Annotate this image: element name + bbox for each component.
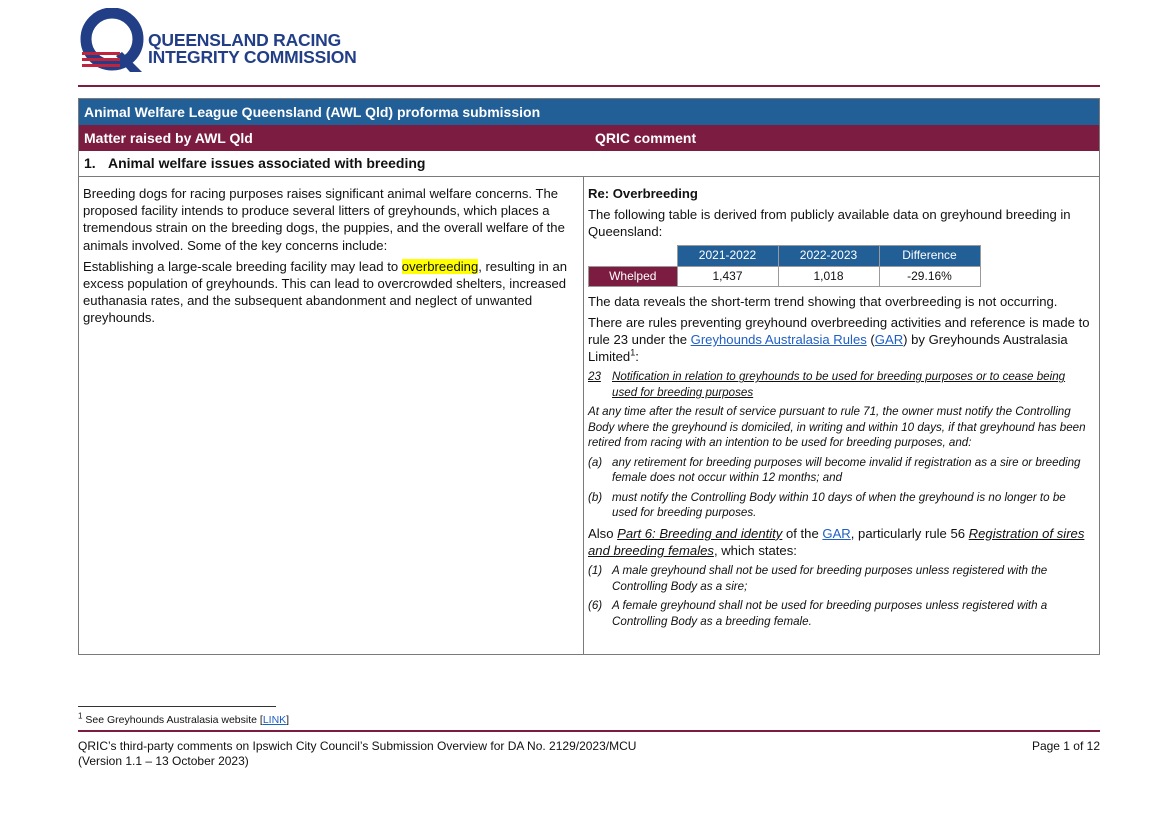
also-text: , particularly rule 56 bbox=[850, 525, 969, 541]
item-text: must notify the Controlling Body within 10 days of when the greyhound is no longer to be used for breeding purposes. bbox=[612, 490, 1066, 520]
comment-heading: Re: Overbreeding bbox=[588, 186, 698, 201]
rule-56-item-6 bbox=[588, 598, 1091, 629]
item-text: A male greyhound shall not be used for breeding purposes unless registered with the Controlling Body as a sire; bbox=[612, 564, 1048, 593]
footer-version: (Version 1.1 – 13 October 2023) bbox=[78, 753, 249, 768]
matter-cell bbox=[79, 177, 584, 654]
footnote-text: ] bbox=[286, 714, 290, 726]
column-header-comment: QRIC comment bbox=[595, 130, 697, 146]
footnote-separator bbox=[78, 706, 276, 707]
rule-number: 23 bbox=[588, 370, 601, 384]
footnote-link[interactable]: LINK bbox=[262, 714, 287, 726]
item-text: any retirement for breeding purposes will become invalid if registration as a sire or breeding female does not occur within 12 months; and bbox=[612, 455, 1081, 485]
footnote-reference[interactable]: 1 bbox=[630, 347, 636, 358]
section-heading bbox=[79, 151, 1099, 177]
rule-title: Notification in relation to greyhounds to be used for breeding purposes or to cease being used for breeding purposes bbox=[612, 370, 1066, 399]
rules-text: There are rules preventing greyhound overbreeding activities and reference is made to rule 23 under the bbox=[588, 314, 1090, 348]
also-text: , which states: bbox=[713, 543, 797, 559]
section-title: Animal welfare issues associated with breeding bbox=[108, 155, 426, 171]
matter-text: , resulting in an excess population of greyhounds. This can lead to overcrowded shelters, increased euthanasia rates, and the subsequent abandonment and neglect of unwanted greyhounds. bbox=[83, 258, 568, 326]
footnote-text: See Greyhounds Australasia website [ bbox=[85, 714, 263, 726]
item-label: (a) bbox=[588, 455, 603, 469]
rule-23-title bbox=[588, 369, 1091, 400]
rule-56-item-1 bbox=[588, 563, 1091, 594]
data-cell: 1,018 bbox=[778, 266, 879, 286]
qric-logo bbox=[78, 8, 368, 74]
breeding-data-table bbox=[588, 245, 981, 287]
matter-paragraph-2 bbox=[83, 258, 577, 327]
rules-text: ) by Greyhounds Australasia Limited bbox=[588, 332, 1068, 365]
footer-divider bbox=[78, 730, 1100, 732]
data-cell: -29.16% bbox=[879, 266, 980, 286]
data-header-2022-2023: 2022-2023 bbox=[778, 245, 879, 266]
rule-23-item-b bbox=[588, 490, 1091, 521]
column-header-matter: Matter raised by AWL Qld bbox=[84, 130, 253, 146]
highlighted-overbreeding: overbreeding bbox=[401, 258, 479, 274]
item-label: (6) bbox=[588, 599, 603, 613]
item-text: A female greyhound shall not be used for breeding purposes unless registered with a Controlling Body as a breeding female. bbox=[612, 599, 1048, 628]
gar-link-2[interactable]: GAR bbox=[822, 525, 851, 541]
table-title: Animal Welfare League Queensland (AWL Qld) proforma submission bbox=[79, 99, 1099, 125]
data-header-difference: Difference bbox=[879, 245, 980, 266]
header-divider bbox=[78, 85, 1100, 87]
gar-rules-link[interactable]: Greyhounds Australasia Rules bbox=[690, 332, 867, 348]
rule-23-body: At any time after the result of service pursuant to rule 71, the owner must notify the Controlling Body where the greyhound is domiciled, in writing and within 10 days, if that greyhound has been retired from racing with an intention to be used for breeding purposes, and: bbox=[588, 405, 1086, 450]
data-cell: 1,437 bbox=[677, 266, 778, 286]
footer-document-info bbox=[78, 739, 636, 768]
table-column-headers bbox=[79, 125, 1099, 151]
logo-line-1: QUEENSLAND RACING bbox=[148, 30, 341, 50]
table-body-row bbox=[79, 177, 1099, 654]
rules-text: : bbox=[635, 349, 639, 365]
footer-title: QRIC’s third-party comments on Ipswich City Council’s Submission Overview for DA No. 2129/2023/MCU bbox=[78, 739, 637, 753]
page-number: Page 1 of 12 bbox=[1031, 739, 1100, 753]
matter-text: Establishing a large-scale breeding facility may lead to bbox=[83, 258, 402, 274]
comment-intro: The following table is derived from publicly available data on greyhound breeding in Queensland: bbox=[588, 207, 1071, 240]
matter-paragraph-1: Breeding dogs for racing purposes raises significant animal welfare concerns. The proposed facility intends to produce several litters of greyhounds, which places a tremendous strain on the breeding dogs, the puppies, and the overall welfare of the animals involved. Some of the key concerns include: bbox=[83, 186, 565, 253]
item-label: (1) bbox=[588, 564, 603, 578]
gar-link[interactable]: GAR bbox=[874, 332, 904, 348]
rules-paragraph bbox=[588, 314, 1091, 366]
also-text: Also bbox=[588, 525, 618, 541]
qric-emblem-icon bbox=[78, 8, 148, 74]
comment-cell bbox=[584, 177, 1099, 654]
rule-56-title: Registration of sires and breeding females bbox=[588, 525, 1085, 559]
item-label: (b) bbox=[588, 490, 603, 504]
section-number: 1. bbox=[84, 155, 96, 171]
rules-text: ( bbox=[866, 332, 875, 348]
trend-paragraph: The data reveals the short-term trend showing that overbreeding is not occurring. bbox=[588, 293, 1058, 309]
logo-line-2: INTEGRITY COMMISSION bbox=[148, 47, 357, 67]
also-paragraph bbox=[588, 525, 1091, 559]
part-6-reference: Part 6: Breeding and identity bbox=[617, 525, 783, 541]
data-row-label: Whelped bbox=[589, 266, 678, 286]
footnote-number: 1 bbox=[78, 711, 83, 721]
footnote bbox=[78, 711, 290, 726]
data-table-corner bbox=[589, 245, 678, 266]
rule-23-item-a bbox=[588, 455, 1091, 486]
also-text: of the bbox=[782, 525, 823, 541]
data-header-2021-2022: 2021-2022 bbox=[677, 245, 778, 266]
submission-table bbox=[78, 98, 1100, 655]
